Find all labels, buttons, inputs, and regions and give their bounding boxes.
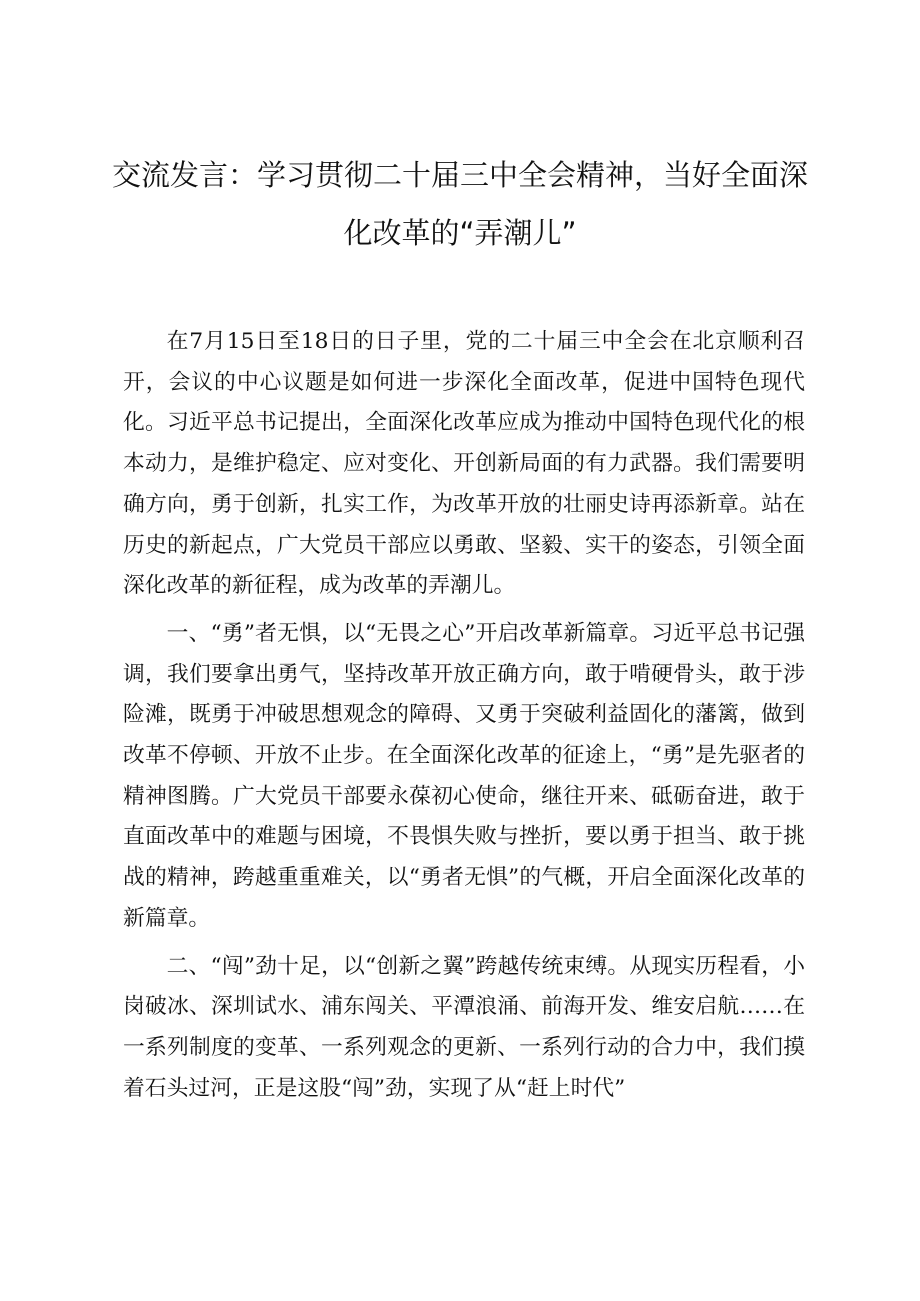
paragraph-intro: 在7月15日至18日的日子里，党的二十届三中全会在北京顺利召开，会议的中心议题是如何进一步深化全面改革，促进中国特色现代化。习近平总书记提出，全面深化改革应成为推动中国特色现代化的根本动力，是维护稳定、应对变化、开创新局面的有力武器。我们需要明确方向，勇于创新，扎实工作，为改革开放的壮丽史诗再添新章。站在历史的新起点，广大党员干部应以勇敢、坚毅、实干的姿态，引领全面深化改革的新征程，成为改革的弄潮儿。: [123, 329, 805, 599]
paragraph-section-one: 一、“勇”者无惧，以“无畏之心”开启改革新篇章。习近平总书记强调，我们要拿出勇气，坚持改革开放正确方向，敢于啃硬骨头，敢于涉险滩，既勇于冲破思想观念的障碍、又勇于突破利益固化的藩篱，做到改革不停顿、开放不止步。在全面深化改革的征途上，“勇”是先驱者的精神图腾。广大党员干部要永葆初心使命，继往开来、砥砺奋进，敢于直面改革中的难题与困境，不畏惧失败与挫折，要以勇于担当、敢于挑战的精神，跨越重重难关，以“勇者无惧”的气概，开启全面深化改革的新篇章。: [123, 620, 805, 931]
paragraph-section-two: 二、“闯”劲十足，以“创新之翼”跨越传统束缚。从现实历程看，小岗破冰、深圳试水、浦东闯关、平潭浪涌、前海开发、维安启航……在一系列制度的变革、一系列观念的更新、一系列行动的合力中，我们摸着石头过河，正是这股“闯”劲，实现了从“赶上时代”: [123, 953, 805, 1101]
document-title: 交流发言：学习贯彻二十届三中全会精神，当好全面深化改革的“弄潮儿”: [111, 158, 808, 250]
document-body: [123, 322, 805, 1109]
